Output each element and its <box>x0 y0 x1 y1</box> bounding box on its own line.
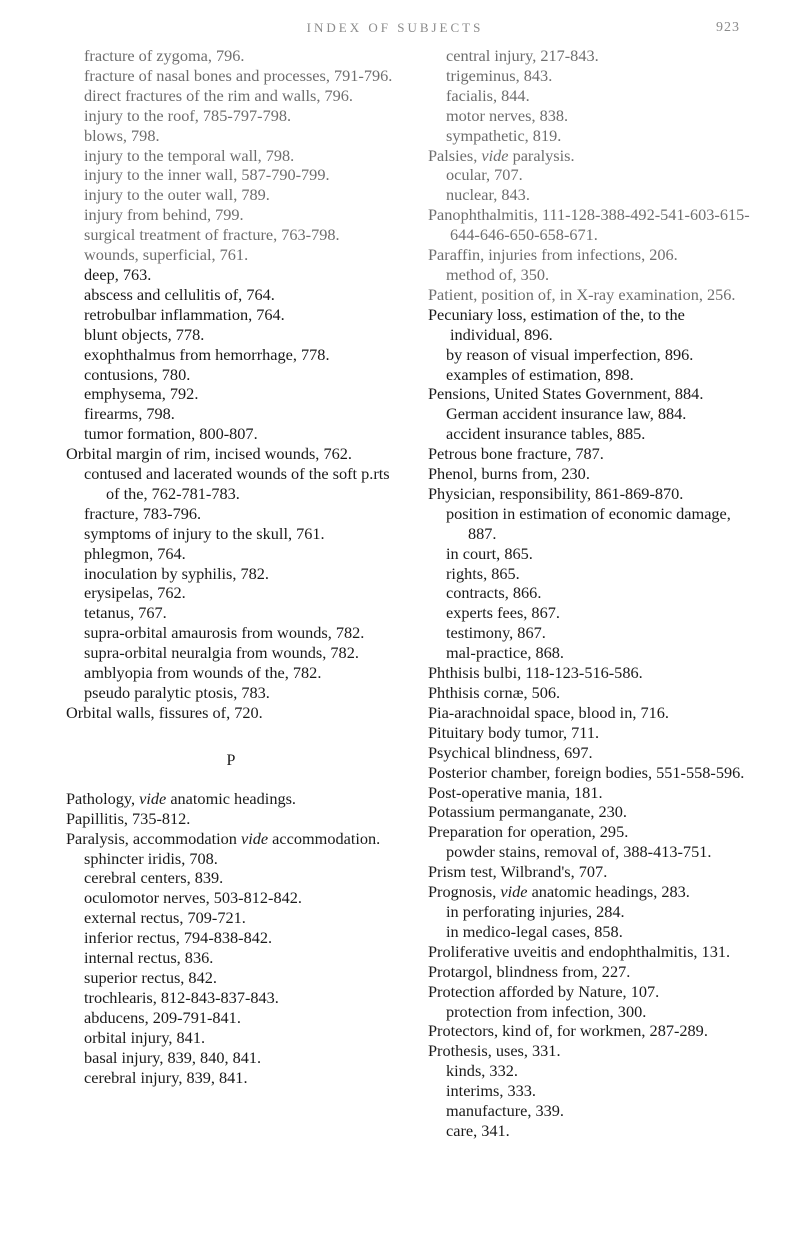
index-entry: Physician, responsibility, 861-869-870. <box>428 483 684 503</box>
index-subentry: injury to the outer wall, 789. <box>84 185 270 205</box>
index-subentry: symptoms of injury to the skull, 761. <box>84 523 325 543</box>
index-entry: Patient, position of, in X-ray examination, 256. <box>428 284 736 304</box>
index-subentry: nuclear, 843. <box>446 185 530 205</box>
entry-text: Paralysis, accommodation <box>66 828 241 848</box>
index-entry <box>428 146 758 166</box>
entry-text: anatomic headings, 283. <box>527 882 690 902</box>
index-subentry: ocular, 707. <box>446 165 523 185</box>
index-subentry: inoculation by syphilis, 782. <box>84 563 269 583</box>
index-subentry: position in estimation of economic damage, 887. <box>446 503 731 543</box>
index-subentry: supra-orbital amaurosis from wounds, 782. <box>84 623 365 643</box>
index-subentry: contused and lacerated wounds of the soft p.rts of the, 762-781-783. <box>84 464 390 503</box>
index-subentry: tetanus, 767. <box>84 603 167 623</box>
index-subentry: emphysema, 792. <box>84 384 199 404</box>
index-entry: Proliferative uveitis and endophthalmitis, 131. <box>428 941 731 961</box>
index-entry: Posterior chamber, foreign bodies, 551-558-596. <box>428 762 745 782</box>
index-subentry: kinds, 332. <box>446 1061 518 1081</box>
index-subentry: interims, 333. <box>446 1081 536 1101</box>
right-entries <box>428 46 758 1141</box>
index-subentry: retrobulbar inflammation, 764. <box>84 304 285 324</box>
index-subentry: sphincter iridis, 708. <box>84 848 218 868</box>
index-entry: Protectors, kind of, for workmen, 287-289. <box>428 1021 708 1041</box>
index-subentry: direct fractures of the rim and walls, 796. <box>84 85 353 105</box>
index-subentry: in medico-legal cases, 858. <box>446 921 623 941</box>
index-entry: Potassium permanganate, 230. <box>428 802 627 822</box>
index-subentry: mal-practice, 868. <box>446 643 564 663</box>
left-p-entries <box>66 789 396 1088</box>
index-entry <box>428 882 758 902</box>
index-entry: Orbital walls, fissures of, 720. <box>66 702 263 722</box>
index-subentry: injury to the temporal wall, 798. <box>84 145 295 165</box>
index-entry: Phenol, burns from, 230. <box>428 464 590 484</box>
index-subentry: superior rectus, 842. <box>84 967 217 987</box>
index-subentry: orbital injury, 841. <box>84 1027 206 1047</box>
index-entry: Psychical blindness, 697. <box>428 742 593 762</box>
index-subentry: contracts, 866. <box>446 583 542 603</box>
index-subentry: deep, 763. <box>84 264 152 284</box>
index-subentry: cerebral injury, 839, 841. <box>84 1067 248 1087</box>
index-subentry: fracture of zygoma, 796. <box>84 46 245 65</box>
section-letter-p: P <box>226 751 236 769</box>
index-entry: Pia-arachnoidal space, blood in, 716. <box>428 702 669 722</box>
index-subentry: abscess and cellulitis of, 764. <box>84 284 275 304</box>
index-subentry: examples of estimation, 898. <box>446 364 634 384</box>
index-subentry: facialis, 844. <box>446 85 530 105</box>
entry-text: Prognosis, <box>428 882 501 902</box>
index-subentry: method of, 350. <box>446 264 550 284</box>
entry-italic: vide <box>240 828 269 848</box>
index-subentry: erysipelas, 762. <box>84 583 186 603</box>
index-entry: Paraffin, injuries from infections, 206. <box>428 245 678 265</box>
index-entry: Preparation for operation, 295. <box>428 822 629 842</box>
index-subentry: blunt objects, 778. <box>84 324 205 344</box>
index-subentry: trigeminus, 843. <box>446 65 553 85</box>
index-subentry: cerebral centers, 839. <box>84 868 224 888</box>
index-entry: Pituitary body tumor, 711. <box>428 722 600 742</box>
index-subentry: tumor formation, 800-807. <box>84 424 258 444</box>
index-subentry: in perforating injuries, 284. <box>446 901 625 921</box>
index-entry: Prism test, Wilbrand's, 707. <box>428 862 608 882</box>
index-subentry: abducens, 209-791-841. <box>84 1007 241 1027</box>
index-entry: Panophthalmitis, 111-128-388-492-541-603-615-644-646-650-658-671. <box>428 205 750 245</box>
index-subentry: rights, 865. <box>446 563 520 583</box>
index-subentry: trochlearis, 812-843-837-843. <box>84 987 279 1007</box>
index-entry: Prothesis, uses, 331. <box>428 1041 561 1061</box>
index-subentry: protection from infection, 300. <box>446 1001 647 1021</box>
left-column <box>66 46 396 1087</box>
entry-text: accommodation. <box>268 828 381 848</box>
index-subentry: accident insurance tables, 885. <box>446 424 646 444</box>
index-subentry: firearms, 798. <box>84 404 175 424</box>
index-subentry: central injury, 217-843. <box>446 46 599 65</box>
index-subentry: wounds, superficial, 761. <box>84 245 249 265</box>
index-subentry: pseudo paralytic ptosis, 783. <box>84 683 270 702</box>
index-entry: Orbital margin of rim, incised wounds, 762. <box>66 444 352 464</box>
index-subentry: inferior rectus, 794-838-842. <box>84 928 273 948</box>
index-entry: Pensions, United States Government, 884. <box>428 384 704 404</box>
index-subentry: exophthalmus from hemorrhage, 778. <box>84 344 330 364</box>
index-subentry: external rectus, 709-721. <box>84 908 246 928</box>
index-subentry: German accident insurance law, 884. <box>446 404 687 424</box>
index-entry: Papillitis, 735-812. <box>66 808 191 828</box>
index-subentry: blows, 798. <box>84 125 160 145</box>
index-entry: Phthisis cornæ, 506. <box>428 683 561 702</box>
entry-italic: vide <box>139 788 167 808</box>
index-subentry: fracture of nasal bones and processes, 791-796. <box>84 65 393 85</box>
index-entry <box>66 829 396 849</box>
index-subentry: manufacture, 339. <box>446 1101 564 1121</box>
index-entry <box>66 789 396 809</box>
index-subentry: experts fees, 867. <box>446 603 560 623</box>
index-subentry: injury from behind, 799. <box>84 205 244 225</box>
index-entry: Protargol, blindness from, 227. <box>428 961 631 981</box>
entry-text: anatomic headings. <box>166 788 297 808</box>
index-subentry: sympathetic, 819. <box>446 125 562 145</box>
entry-text: Pathology, <box>66 788 140 808</box>
index-subentry: phlegmon, 764. <box>84 543 186 563</box>
index-subentry: internal rectus, 836. <box>84 948 214 968</box>
index-subentry: injury to the inner wall, 587-790-799. <box>84 165 330 185</box>
entry-text: paralysis. <box>508 145 575 165</box>
index-subentry: fracture, 783-796. <box>84 503 202 523</box>
right-column <box>428 46 758 1141</box>
index-subentry: supra-orbital neuralgia from wounds, 782. <box>84 643 359 663</box>
entry-text: Palsies, <box>428 145 482 165</box>
index-subentry: injury to the roof, 785-797-798. <box>84 105 292 125</box>
index-subentry: in court, 865. <box>446 543 533 563</box>
index-entry: Phthisis bulbi, 118-123-516-586. <box>428 663 643 683</box>
index-subentry: powder stains, removal of, 388-413-751. <box>446 842 712 862</box>
index-subentry: surgical treatment of fracture, 763-798. <box>84 225 340 245</box>
index-subentry: oculomotor nerves, 503-812-842. <box>84 888 302 908</box>
entry-italic: vide <box>481 145 509 165</box>
index-subentry: amblyopia from wounds of the, 782. <box>84 663 322 683</box>
index-entry: Protection afforded by Nature, 107. <box>428 981 660 1001</box>
running-head: INDEX OF SUBJECTS <box>306 20 484 35</box>
entry-italic: vide <box>500 882 528 902</box>
page-header <box>0 20 800 42</box>
index-entry: Petrous bone fracture, 787. <box>428 444 604 464</box>
index-subentry: care, 341. <box>446 1120 510 1140</box>
left-entries <box>66 46 396 723</box>
index-entry: Pecuniary loss, estimation of the, to the individual, 896. <box>428 304 685 344</box>
page-number: 923 <box>716 20 740 35</box>
index-subentry: contusions, 780. <box>84 364 191 384</box>
index-subentry: motor nerves, 838. <box>446 105 569 125</box>
index-entry: Post-operative mania, 181. <box>428 782 603 802</box>
index-subentry: basal injury, 839, 840, 841. <box>84 1047 262 1067</box>
index-subentry: by reason of visual imperfection, 896. <box>446 344 694 364</box>
index-subentry: testimony, 867. <box>446 623 546 643</box>
